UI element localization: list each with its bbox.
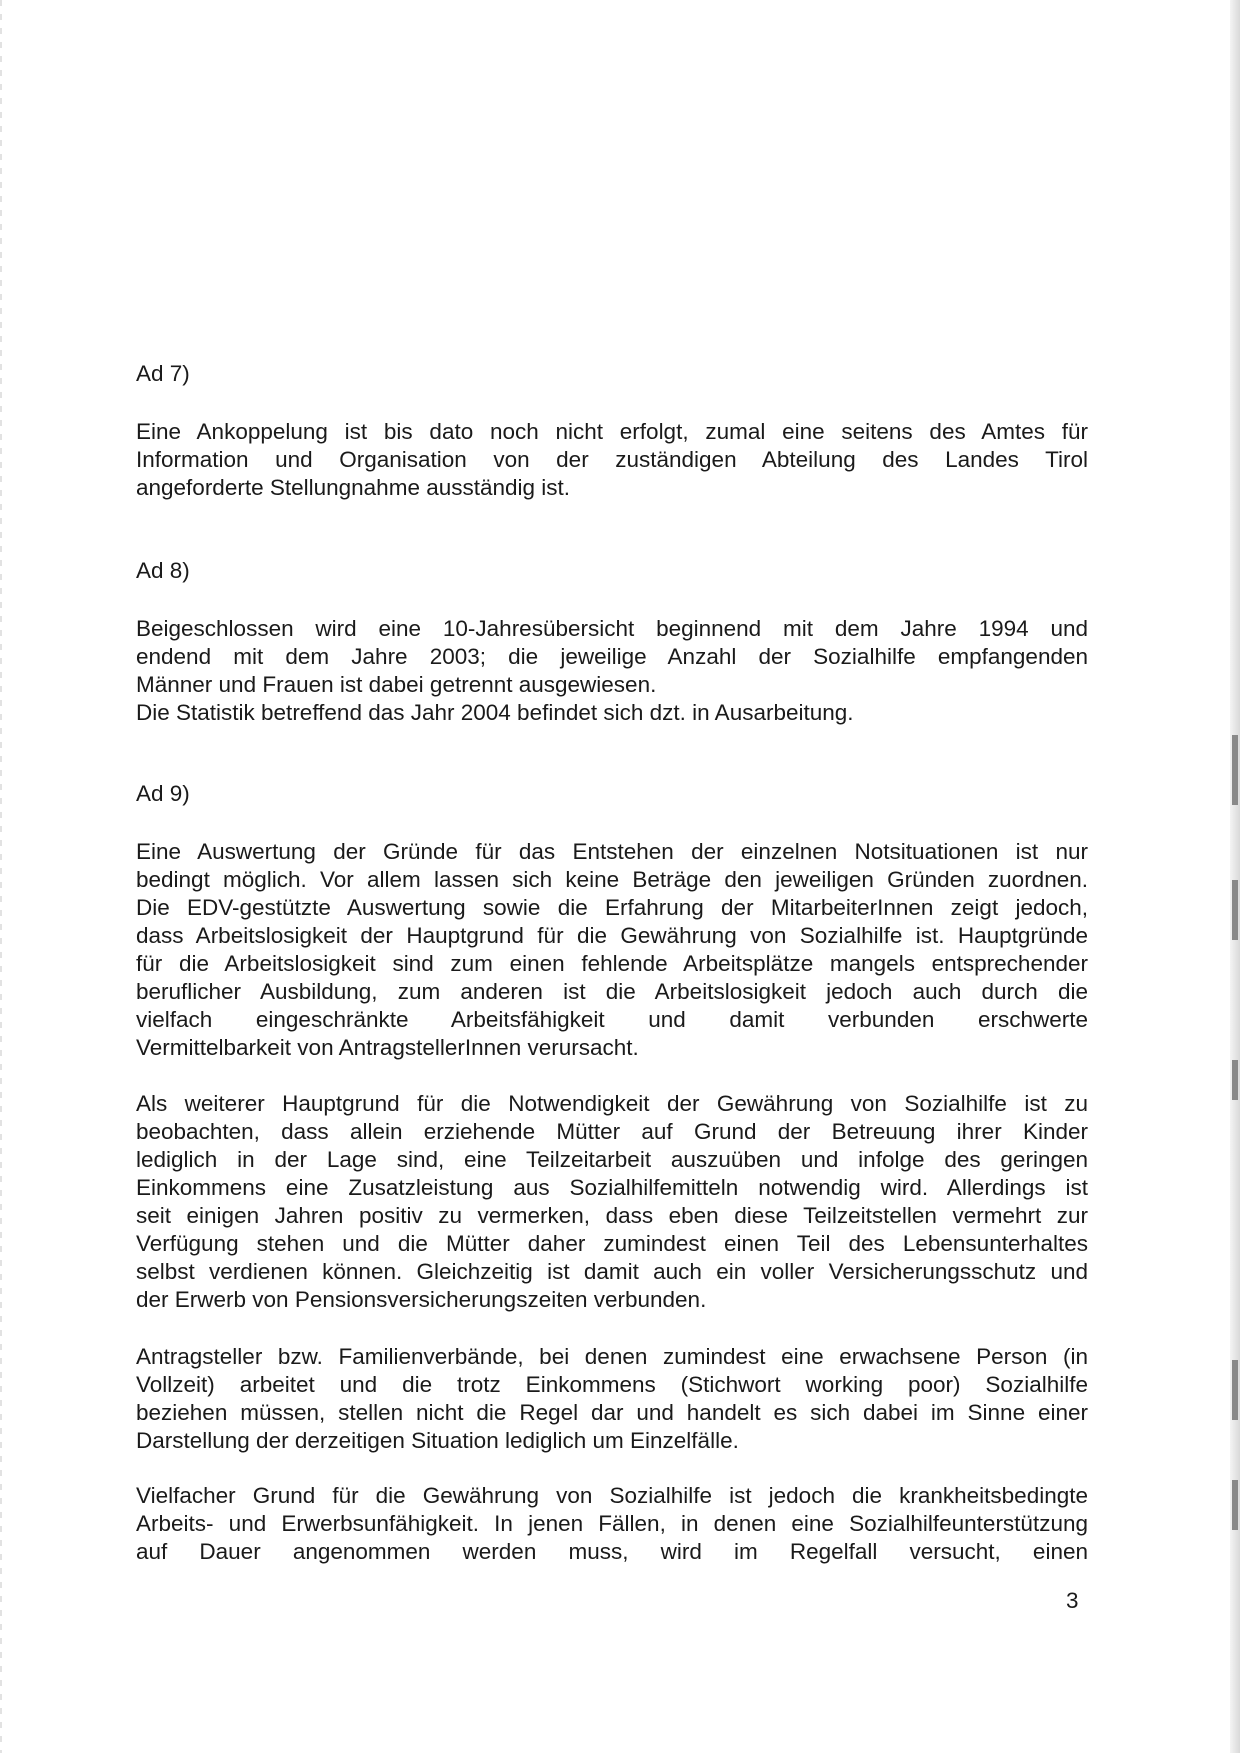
- section-heading-ad7: Ad 7): [136, 361, 190, 386]
- text-line: auf Dauer angenommen werden muss, wird im Regelfall versucht, einen: [136, 1539, 1088, 1564]
- text-line: Eine Ankoppelung ist bis dato noch nicht erfolgt, zumal eine seitens des Amtes für: [136, 419, 1088, 444]
- paragraph-ad9-2: [136, 1090, 1088, 1314]
- text-line: Verfügung stehen und die Mütter daher zumindest einen Teil des Lebensunterhaltes: [136, 1231, 1088, 1256]
- text-line: beziehen müssen, stellen nicht die Regel dar und handelt es sich dabei im Sinne einer: [136, 1400, 1088, 1425]
- text-line: dass Arbeitslosigkeit der Hauptgrund für die Gewährung von Sozialhilfe ist. Hauptgründe: [136, 923, 1088, 948]
- text-line: vielfach eingeschränkte Arbeitsfähigkeit und damit verbunden erschwerte: [136, 1007, 1088, 1032]
- paragraph-ad9-3: [136, 1343, 1088, 1455]
- paragraph-ad7: [136, 418, 1088, 502]
- scan-edge-mark: [1232, 880, 1238, 940]
- scan-edge-mark: [1232, 1480, 1238, 1530]
- section-heading-ad8: Ad 8): [136, 558, 190, 583]
- paragraph-ad9-1: [136, 838, 1088, 1062]
- text-line: seit einigen Jahren positiv zu vermerken, dass eben diese Teilzeitstellen vermehrt zur: [136, 1203, 1088, 1228]
- text-line: Als weiterer Hauptgrund für die Notwendigkeit der Gewährung von Sozialhilfe ist zu: [136, 1091, 1088, 1116]
- text-line: Einkommens eine Zusatzleistung aus Sozialhilfemitteln notwendig wird. Allerdings ist: [136, 1175, 1088, 1200]
- text-line: Die EDV-gestützte Auswertung sowie die Erfahrung der MitarbeiterInnen zeigt jedoch,: [136, 895, 1088, 920]
- text-line: selbst verdienen können. Gleichzeitig ist damit auch ein voller Versicherungsschutz und: [136, 1259, 1088, 1284]
- scan-edge-mark: [1232, 1060, 1238, 1100]
- text-line: für die Arbeitslosigkeit sind zum einen fehlende Arbeitsplätze mangels entsprechender: [136, 951, 1088, 976]
- text-line: Antragsteller bzw. Familienverbände, bei denen zumindest eine erwachsene Person (in: [136, 1344, 1088, 1369]
- scan-edge-mark: [1232, 1360, 1238, 1420]
- paragraph-ad9-4: [136, 1482, 1088, 1566]
- text-line: Vollzeit) arbeitet und die trotz Einkommens (Stichwort working poor) Sozialhilfe: [136, 1372, 1088, 1397]
- text-line: der Erwerb von Pensionsversicherungszeiten verbunden.: [136, 1287, 707, 1312]
- text-line: Männer und Frauen ist dabei getrennt ausgewiesen.: [136, 672, 657, 697]
- text-line: Arbeits- und Erwerbsunfähigkeit. In jenen Fällen, in denen eine Sozialhilfeunterstützung: [136, 1511, 1088, 1536]
- text-line: endend mit dem Jahre 2003; die jeweilige Anzahl der Sozialhilfe empfangenden: [136, 644, 1088, 669]
- paragraph-ad8: [136, 615, 1088, 727]
- text-line: angeforderte Stellungnahme ausständig ist.: [136, 475, 571, 500]
- text-line: Information und Organisation von der zuständigen Abteilung des Landes Tirol: [136, 447, 1088, 472]
- section-heading-ad9: Ad 9): [136, 781, 190, 806]
- text-line: Vielfacher Grund für die Gewährung von Sozialhilfe ist jedoch die krankheitsbedingte: [136, 1483, 1088, 1508]
- text-line: bedingt möglich. Vor allem lassen sich keine Beträge den jeweiligen Gründen zuordnen.: [136, 867, 1088, 892]
- page-number: 3: [1066, 1588, 1079, 1613]
- text-line: Eine Auswertung der Gründe für das Entstehen der einzelnen Notsituationen ist nur: [136, 839, 1088, 864]
- text-line: lediglich in der Lage sind, eine Teilzeitarbeit auszuüben und infolge des geringen: [136, 1147, 1088, 1172]
- text-line: Vermittelbarkeit von AntragstellerInnen verursacht.: [136, 1035, 639, 1060]
- scan-edge-mark: [1232, 735, 1238, 805]
- text-line: Beigeschlossen wird eine 10-Jahresübersicht beginnend mit dem Jahre 1994 und: [136, 616, 1088, 641]
- text-line: beruflicher Ausbildung, zum anderen ist die Arbeitslosigkeit jedoch auch durch die: [136, 979, 1088, 1004]
- text-line: Darstellung der derzeitigen Situation lediglich um Einzelfälle.: [136, 1428, 739, 1453]
- text-line: Die Statistik betreffend das Jahr 2004 befindet sich dzt. in Ausarbeitung.: [136, 700, 854, 725]
- scan-left-edge: [0, 0, 2, 1753]
- text-line: beobachten, dass allein erziehende Mütter auf Grund der Betreuung ihrer Kinder: [136, 1119, 1088, 1144]
